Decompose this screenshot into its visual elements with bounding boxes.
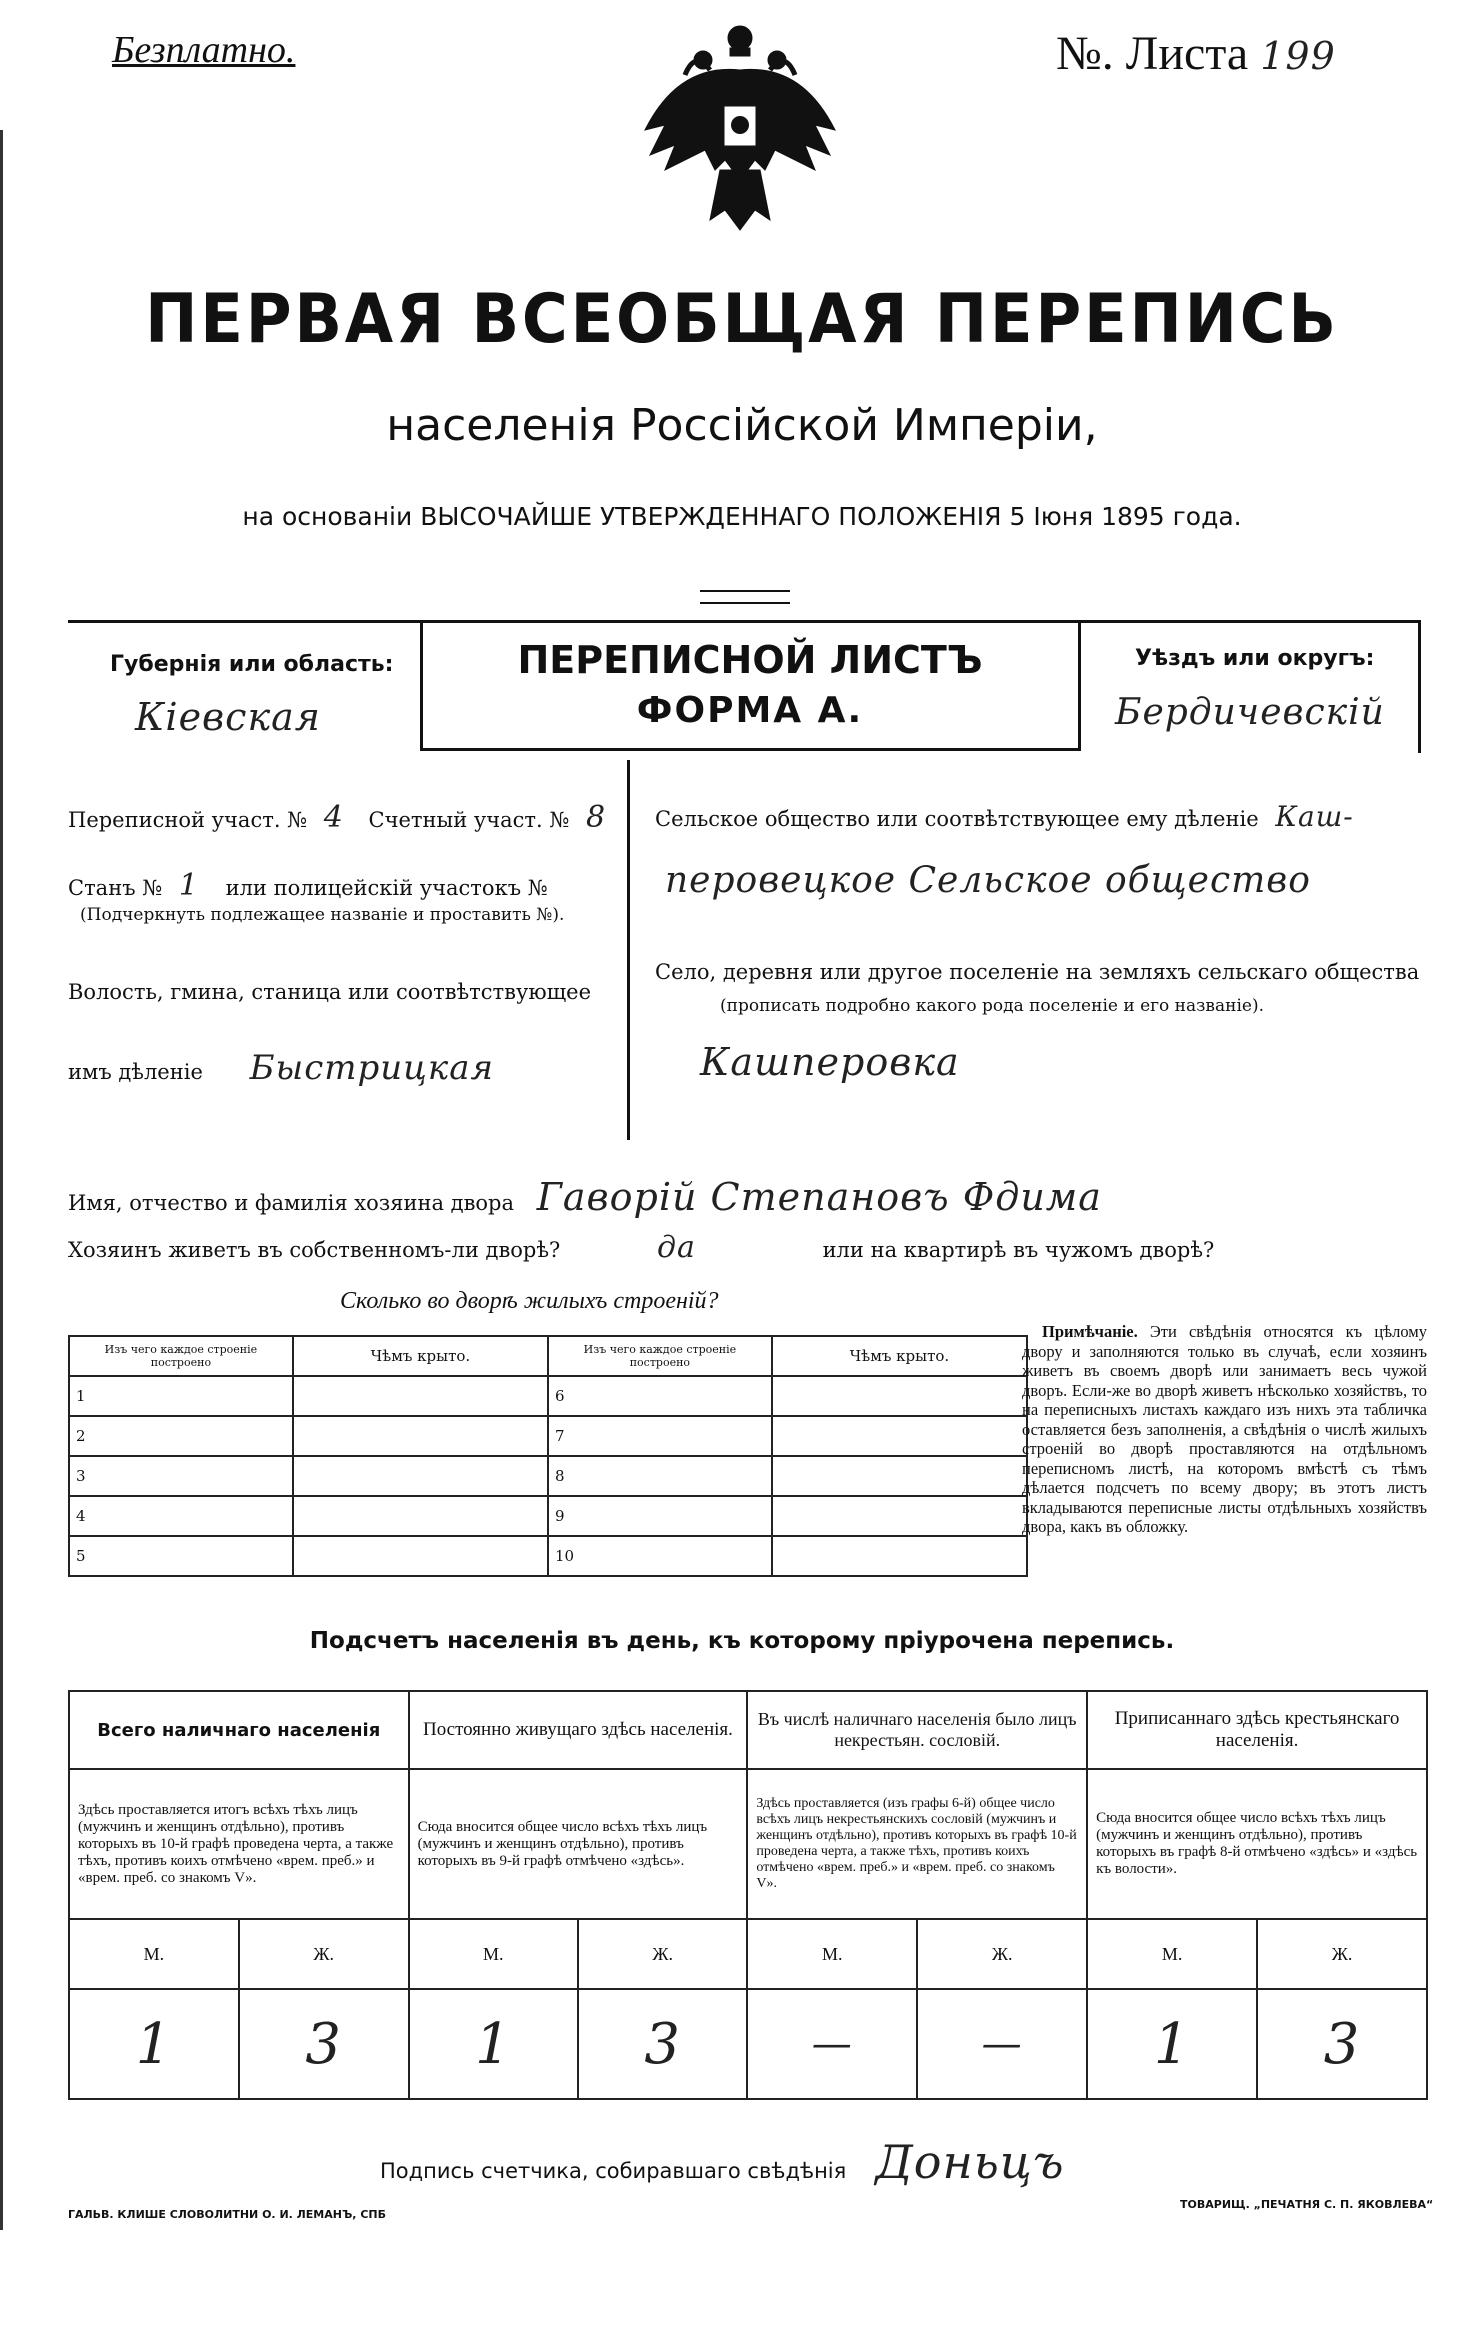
stan-value: 1 (178, 868, 199, 903)
m-label: М. (409, 1919, 578, 1989)
sheet-number (1056, 26, 1336, 81)
col-built-left: Изъ чего каждое строеніе построено (69, 1336, 293, 1376)
permanent-female-value: 3 (578, 1989, 747, 2099)
volost-row (68, 1048, 494, 1088)
basis-line: на основаніи ВЫСОЧАЙШЕ УТВЕРЖДЕННАГО ПОЛОЖЕНІЯ 5 Іюня 1895 года. (242, 502, 1242, 531)
counting-district-label: Счетный участ. № (368, 808, 570, 832)
pop-desc-non-peasant: Здѣсь проставляется (изъ графы 6-й) общее число всѣхъ лицъ некрестьянскихъ сословій (мужчинъ и женщинъ отдѣльно), противъ которыхъ въ графѣ 10-й проведена черта, а также тѣхъ, противъ коихъ отмѣчено «врем. преб.» и «врем. преб. со знакомъ V». (747, 1769, 1087, 1919)
m-label: М. (747, 1919, 917, 1989)
owner-lives-value: да (656, 1230, 696, 1265)
f-label: Ж. (1257, 1919, 1427, 1989)
note-title: Примѣчаніе. (1042, 1322, 1138, 1341)
signature-value: Доньцъ (875, 2135, 1065, 2189)
uezd-value: Бердичевскій (1115, 692, 1385, 733)
footer-left: ГАЛЬВ. КЛИШЕ СЛОВОЛИТНИ О. И. ЛЕМАНЪ, СПБ (68, 2208, 386, 2221)
sheet-number-label: №. Листа (1056, 27, 1249, 80)
owner-name-row (68, 1175, 1102, 1219)
building-row-num: 7 (548, 1416, 772, 1456)
col-roof-left: Чѣмъ крыто. (293, 1336, 548, 1376)
footer-right: ТОВАРИЩ. „ПЕЧАТНЯ С. П. ЯКОВЛЕВА“ (1180, 2198, 1434, 2211)
form-title: ПЕРЕПИСНОЙ ЛИСТЪ (517, 638, 983, 682)
volost-value: Быстрицкая (249, 1048, 494, 1088)
gubernia-value: Кіевская (135, 695, 321, 739)
gubernia-label: Губернія или область: (110, 652, 394, 677)
pop-header-non-peasant: Въ числѣ наличнаго населенія было лицъ некрестьян. сословій. (747, 1691, 1087, 1769)
col-roof-right: Чѣмъ крыто. (772, 1336, 1027, 1376)
ornament-divider (700, 590, 790, 604)
apartment-label: или на квартирѣ въ чужомъ дворѣ? (822, 1238, 1215, 1262)
form-box-bottom-line (420, 748, 1081, 751)
owner-name-value: Гаворій Степановъ Фдима (536, 1175, 1102, 1219)
total-male-value: 1 (69, 1989, 239, 2099)
stan-label: Станъ № (68, 876, 163, 900)
pop-header-registered: Приписаннаго здѣсь крестьянскаго населенія. (1087, 1691, 1427, 1769)
building-row-num: 2 (69, 1416, 293, 1456)
eagle-emblem-icon (625, 20, 855, 235)
society-value-1: Каш- (1275, 800, 1354, 833)
police-label: или полицейскій участокъ № (225, 876, 548, 900)
f-label: Ж. (917, 1919, 1087, 1989)
pop-desc-total: Здѣсь проставляется итогъ всѣхъ тѣхъ лицъ (мужчинъ и женщинъ отдѣльно), противъ которыхъ въ 10-й графѣ проведена черта, а также тѣхъ, противъ коихъ отмѣчено «врем. преб.» и «врем. преб. со знакомъ V». (69, 1769, 409, 1919)
village-label: Село, деревня или другое поселеніе на земляхъ сельскаго общества (655, 960, 1420, 984)
owner-lives-row (68, 1230, 1214, 1265)
society-value-2: перовецкое Сельское общество (665, 860, 1311, 901)
building-row-num: 1 (69, 1376, 293, 1416)
stan-row (68, 868, 548, 903)
pop-header-permanent: Постоянно живущаго здѣсь населенія. (409, 1691, 748, 1769)
population-table (68, 1690, 1428, 2100)
building-row-num: 5 (69, 1536, 293, 1576)
building-row-num: 6 (548, 1376, 772, 1416)
buildings-question: Сколько во дворѣ жилыхъ строеній? (340, 1288, 719, 1314)
non-peasant-female-value: — (917, 1989, 1087, 2099)
f-label: Ж. (239, 1919, 409, 1989)
society-row (655, 800, 1354, 833)
owner-name-label: Имя, отчество и фамилія хозяина двора (68, 1191, 515, 1215)
registered-female-value: 3 (1257, 1989, 1427, 2099)
building-row-num: 4 (69, 1496, 293, 1536)
pop-desc-permanent: Сюда вносится общее число всѣхъ тѣхъ лицъ (мужчинъ и женщинъ отдѣльно), противъ которыхъ въ 9-й графѣ отмѣчено «здѣсь». (409, 1769, 748, 1919)
buildings-table (68, 1335, 1028, 1577)
police-note: (Подчеркнуть подлежащее названіе и проставить №). (80, 905, 565, 925)
m-label: М. (1087, 1919, 1257, 1989)
census-district-value: 4 (323, 800, 344, 835)
fields-separator (627, 760, 630, 1140)
col-built-right: Изъ чего каждое строеніе построено (548, 1336, 772, 1376)
note-text: Эти свѣдѣнія относятся къ цѣлому двору и заполняются только въ случаѣ, если хозяинъ живетъ въ своемъ дворѣ или занимаетъ весь чужой дворъ. Если-же во дворѣ живетъ нѣсколько хозяйствъ, то на переписныхъ листахъ каждаго изъ нихъ эта табличка оставляется безъ заполненія, а свѣдѣнія о числѣ жилыхъ строеній во дворѣ проставляются на отдѣльномъ переписномъ листѣ, на которомъ вмѣстѣ съ тѣмъ дѣлается подсчетъ по всему двору; въ этотъ листъ вкладываются переписные листы отдѣльныхъ хозяйствъ двора, какъ въ обложку. (1022, 1322, 1427, 1536)
owner-lives-label: Хозяинъ живетъ въ собственномъ-ли дворѣ? (68, 1238, 561, 1262)
uezd-label: Уѣздъ или округъ: (1135, 646, 1375, 671)
signature-label: Подпись счетчика, собиравшаго свѣдѣнія (380, 2159, 847, 2183)
signature-row (380, 2135, 1065, 2189)
census-district-label: Переписной участ. № (68, 808, 308, 832)
pop-header-total: Всего наличнаго населенія (69, 1691, 409, 1769)
f-label: Ж. (578, 1919, 747, 1989)
subtitle: населенія Россійской Имперіи, (386, 400, 1098, 451)
building-row-num: 10 (548, 1536, 772, 1576)
non-peasant-male-value: — (747, 1989, 917, 2099)
m-label: М. (69, 1919, 239, 1989)
building-row-num: 3 (69, 1456, 293, 1496)
main-title: ПЕРВАЯ ВСЕОБЩАЯ ПЕРЕПИСЬ (145, 280, 1339, 359)
volost-label-2: имъ дѣленіе (68, 1060, 203, 1084)
village-note: (прописать подробно какого рода поселеніе и его названіе). (720, 996, 1264, 1016)
volost-label-1: Волость, гмина, станица или соотвѣтствующее (68, 980, 592, 1004)
note-block (1022, 1322, 1427, 1537)
pop-desc-registered: Сюда вносится общее число всѣхъ тѣхъ лицъ (мужчинъ и женщинъ отдѣльно), противъ которыхъ въ графѣ 8-й отмѣчено «здѣсь» и «здѣсь къ волости». (1087, 1769, 1427, 1919)
counting-district-value: 8 (585, 800, 607, 835)
total-female-value: 3 (239, 1989, 409, 2099)
form-subtitle: ФОРМА А. (636, 690, 864, 731)
registered-male-value: 1 (1087, 1989, 1257, 2099)
building-row-num: 9 (548, 1496, 772, 1536)
free-label: Безплатно. (112, 29, 296, 71)
permanent-male-value: 1 (409, 1989, 578, 2099)
population-heading: Подсчетъ населенія въ день, къ которому пріурочена перепись. (309, 1628, 1175, 1654)
village-value: Кашперовка (700, 1040, 960, 1084)
sheet-number-value: 199 (1260, 34, 1336, 78)
census-district-row (68, 800, 606, 835)
building-row-num: 8 (548, 1456, 772, 1496)
society-label: Сельское общество или соотвѣтствующее ему дѣленіе (655, 807, 1259, 831)
